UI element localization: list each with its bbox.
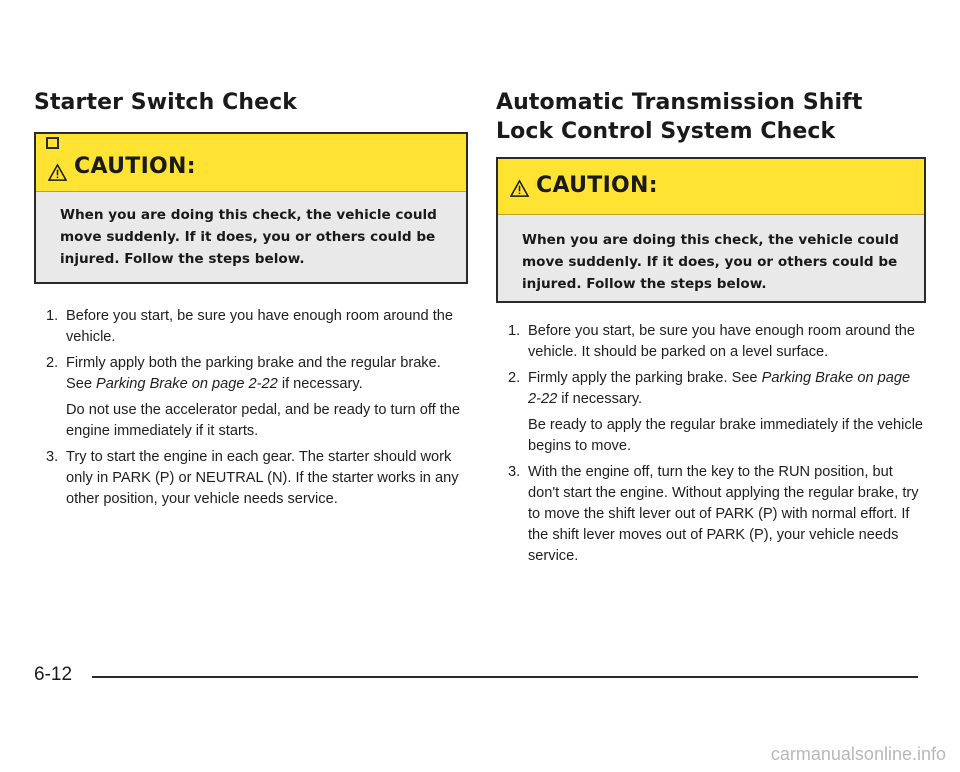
step-number: 2. — [46, 355, 59, 371]
footer-divider — [92, 676, 918, 678]
step-number: 1. — [46, 308, 59, 324]
page-reference: Parking Brake on page 2-22 — [528, 370, 911, 407]
caution-label: CAUTION: — [536, 173, 658, 198]
step-note: Be ready to apply the regular brake immediately if the vehicle begins to move. — [528, 417, 924, 454]
section-title-starter-switch: Starter Switch Check — [34, 90, 297, 115]
caution-label: CAUTION: — [74, 154, 196, 179]
step-text: Firmly apply both the parking brake and the regular brake. See — [66, 355, 441, 392]
step-text: Before you start, be sure you have enough room around the vehicle. — [66, 308, 453, 345]
caution-text: When you are doing this check, the vehicle could move suddenly. If it does, you or others could be injured. Follow the steps below. — [60, 207, 437, 267]
page-number: 6-12 — [34, 664, 73, 685]
step-text: Firmly apply the parking brake. See — [528, 370, 762, 386]
caution-header — [36, 134, 466, 192]
caution-box-starter — [34, 132, 468, 284]
page-reference: Parking Brake on page 2-22 — [96, 376, 278, 392]
step-note: Do not use the accelerator pedal, and be ready to turn off the engine immediately if it starts. — [66, 402, 461, 439]
list-item — [46, 306, 468, 348]
step-text: Before you start, be sure you have enough room around the vehicle. It should be parked on a level surface. — [528, 323, 915, 360]
checkbox-square-icon — [46, 137, 59, 149]
step-number: 2. — [508, 370, 521, 386]
caution-box-shift-lock — [496, 157, 926, 303]
list-item — [46, 353, 468, 442]
step-number: 1. — [508, 323, 521, 339]
step-text: With the engine off, turn the key to the RUN position, but don't start the engine. Without applying the regular brake, try to move the shift lever out of PARK (P) with normal effort. If the shift lever moves out of PARK (P), your vehicle needs service. — [528, 464, 919, 564]
step-number: 3. — [508, 464, 521, 480]
step-number: 3. — [46, 449, 59, 465]
watermark: carmanualsonline.info — [770, 744, 946, 764]
warning-triangle-icon — [48, 163, 67, 182]
steps-list-shift-lock — [508, 321, 926, 572]
step-text-suffix: if necessary. — [277, 376, 363, 392]
list-item — [508, 321, 926, 363]
caution-header — [498, 159, 924, 215]
list-item — [508, 368, 926, 457]
list-item — [508, 462, 926, 567]
step-text-suffix: if necessary. — [557, 391, 643, 407]
step-text: Try to start the engine in each gear. The starter should work only in PARK (P) or NEUTRAL (N). If the starter works in any other position, your vehicle needs service. — [66, 449, 459, 507]
warning-triangle-icon — [510, 179, 529, 198]
list-item — [46, 447, 468, 510]
caution-text: When you are doing this check, the vehicle could move suddenly. If it does, you or others could be injured. Follow the steps below. — [522, 232, 899, 292]
section-title-shift-lock: Automatic Transmission Shift Lock Control System Check — [496, 90, 863, 144]
steps-list-starter — [46, 306, 468, 515]
